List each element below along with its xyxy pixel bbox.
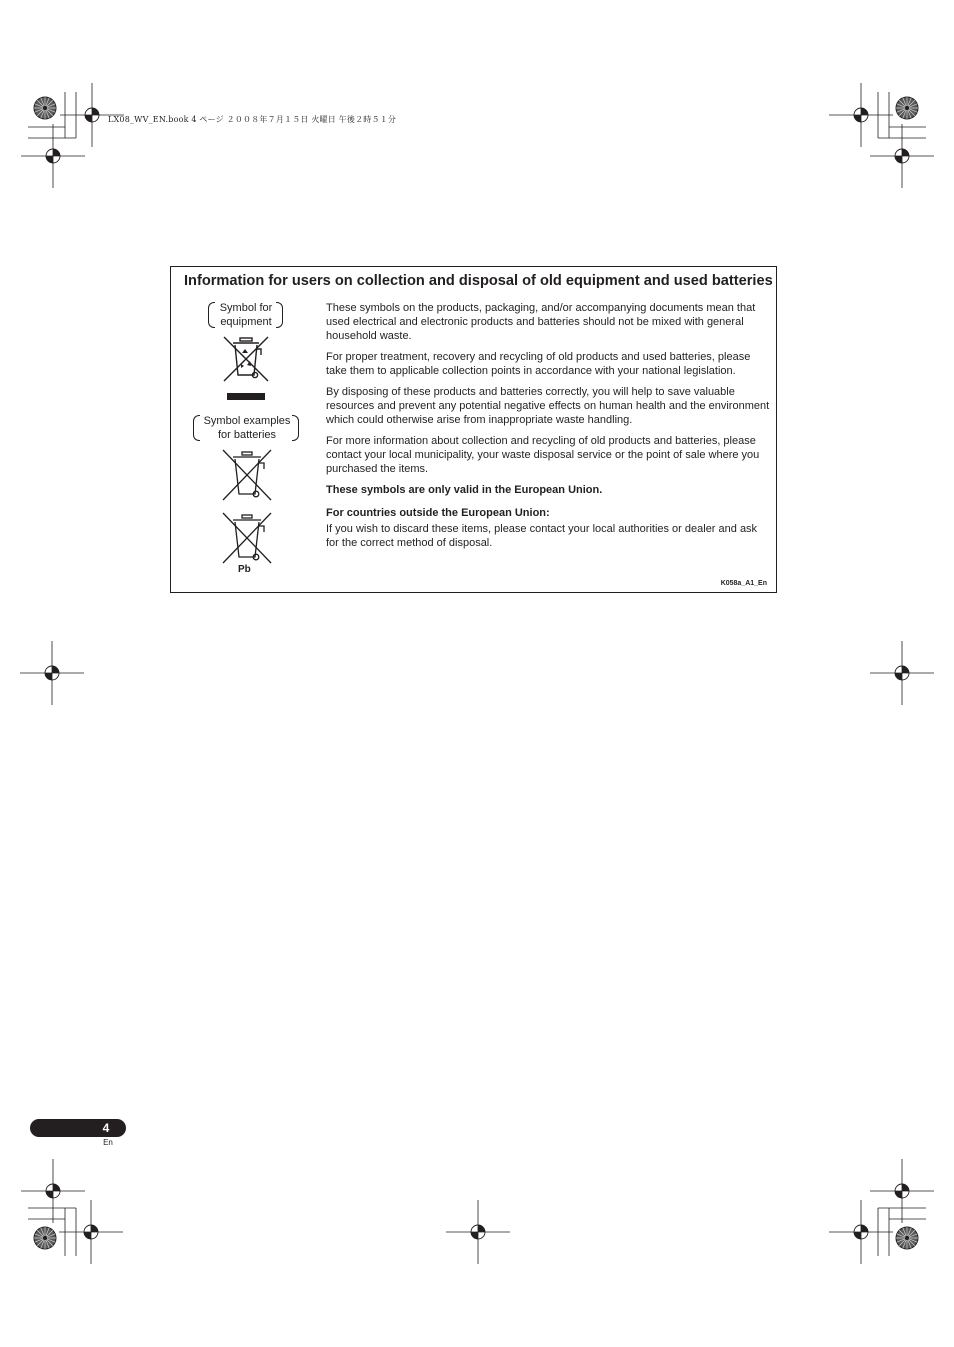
print-slug: LX08_WV_EN.book 4 ページ ２００８年７月１５日 火曜日 午後２時５１分 <box>108 115 397 124</box>
crossed-out-wheelie-bin-icon <box>222 335 270 383</box>
crossed-out-wheelie-bin-icon <box>221 448 273 502</box>
date-of-manufacture-bar <box>227 393 265 400</box>
page-number: 4 <box>102 1121 110 1135</box>
weee-information-box <box>170 266 777 593</box>
symbol-column <box>171 267 321 592</box>
symbol-batteries-caption: Symbol examples for batteries <box>203 415 291 441</box>
crossed-out-wheelie-bin-icon <box>221 511 273 565</box>
page-language: En <box>103 1138 113 1147</box>
caption-bracket-right <box>276 302 283 328</box>
paragraph: These symbols on the products, packaging, and/or accompanying documents mean that used electrical and electronic products and batteries should not be mixed with general household waste. <box>326 302 756 342</box>
symbol-equipment-caption: Symbol for equipment <box>219 302 273 328</box>
outside-eu-heading: For countries outside the European Union: <box>326 507 550 519</box>
battery-chemical-symbol: Pb <box>238 564 251 575</box>
document-code: K058a_A1_En <box>720 580 767 587</box>
paragraph: For more information about collection and recycling of old products and batteries, please contact your local municipality, your waste disposal service or the point of sale where you purchased the items. <box>326 435 760 475</box>
information-text <box>326 301 772 557</box>
caption-bracket-right <box>292 415 299 441</box>
paragraph: For proper treatment, recovery and recycling of old products and used batteries, please take them to applicable collection points in accordance with your national legislation. <box>326 351 751 377</box>
outside-eu-text: If you wish to discard these items, please contact your local authorities or dealer and ask for the correct method of disposal. <box>326 523 758 549</box>
eu-notice: These symbols are only valid in the European Union. <box>326 484 603 496</box>
paragraph: By disposing of these products and batteries correctly, you will help to save valuable resources and prevent any potential negative effects on human health and the environment which could otherwise arise from inappropriate waste handling. <box>326 386 770 426</box>
info-box-title: Information for users on collection and disposal of old equipment and used batteries <box>184 273 773 289</box>
